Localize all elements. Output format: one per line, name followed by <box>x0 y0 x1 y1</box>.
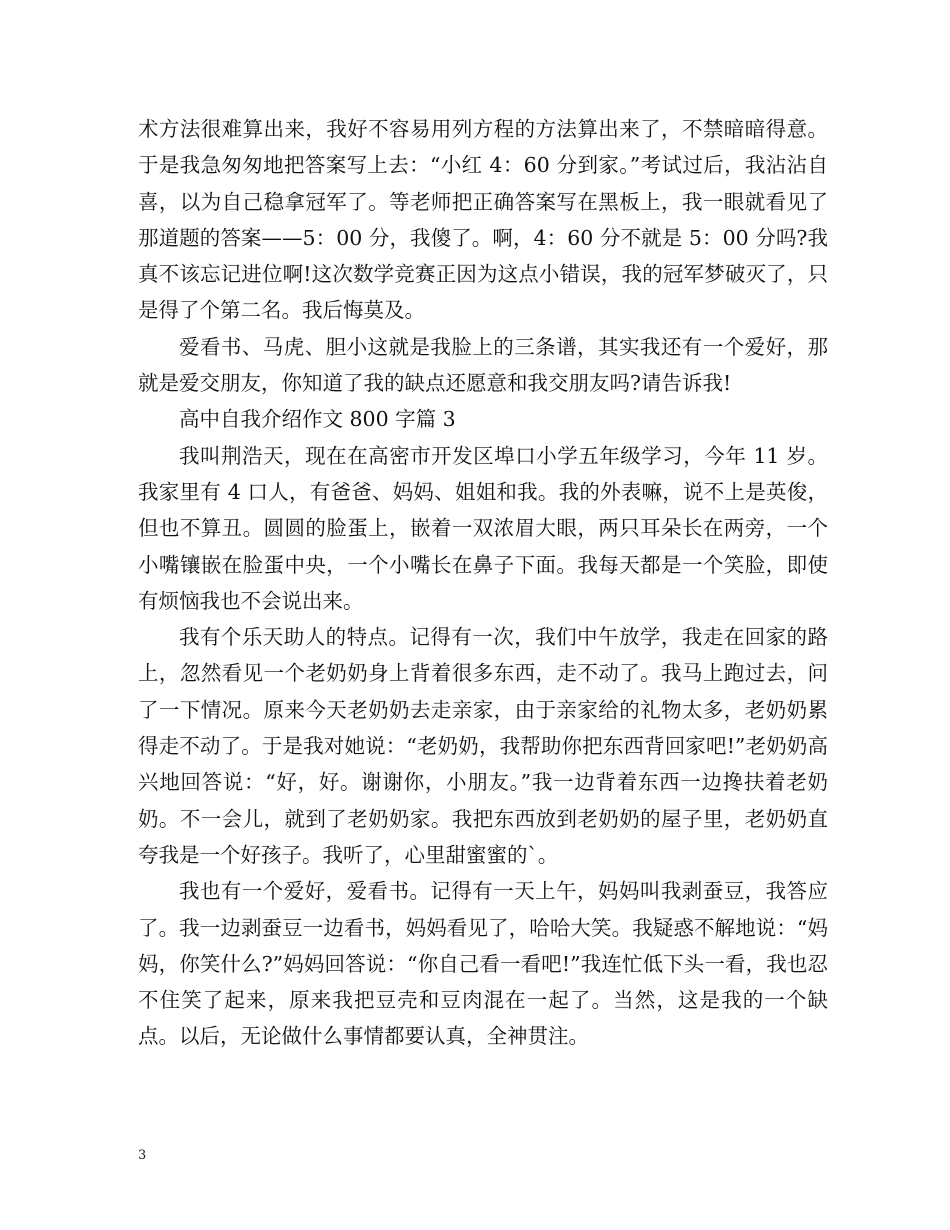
body-text <box>138 111 828 1055</box>
paragraph-hobbies: 爱看书、马虎、胆小这就是我脸上的三条谱，其实我还有一个爱好，那就是爱交朋友，你知道了我的缺点还愿意和我交朋友吗?请告诉我! <box>138 334 828 396</box>
page-number: 3 <box>138 1148 147 1163</box>
section-heading: 高中自我介绍作文 800 字篇 3 <box>179 407 456 432</box>
paragraph-reading: 我也有一个爱好，爱看书。记得有一天上午，妈妈叫我剥蚕豆，我答应了。我一边剥蚕豆一边看书，妈妈看见了，哈哈大笑。我疑惑不解地说：“妈妈，你笑什么?”妈妈回答说：“你自己看一看吧!”我连忙低下头一看，我也忍不住笑了起来，原来我把豆壳和豆肉混在一起了。当然，这是我的一个缺点。以后，无论做什么事情都要认真，全神贯注。 <box>138 879 828 1049</box>
paragraph-continued: 术方法很难算出来，我好不容易用列方程的方法算出来了，不禁暗暗得意。于是我急匆匆地把答案写上去：“小红 4：60 分到家。”考试过后，我沾沾自喜，以为自己稳拿冠军了。等老师把正确答案写在黑板上，我一眼就看见了那道题的答案——5：00 分，我傻了。啊，4：60 分不就是 5：00 分吗?我真不该忘记进位啊!这次数学竞赛正因为这点小错误，我的冠军梦破灭了，只是得了个第二名。我后悔莫及。 <box>138 117 828 323</box>
paragraph-helping: 我有个乐天助人的特点。记得有一次，我们中午放学，我走在回家的路上，忽然看见一个老奶奶身上背着很多东西，走不动了。我马上跑过去，问了一下情况。原来今天老奶奶去走亲家，由于亲家给的礼物太多，老奶奶累得走不动了。于是我对她说：“老奶奶，我帮助你把东西背回家吧!”老奶奶高兴地回答说：“好，好。谢谢你，小朋友。”我一边背着东西一边搀扶着老奶奶。不一会儿，就到了老奶奶家。我把东西放到老奶奶的屋子里，老奶奶直夸我是一个好孩子。我听了，心里甜蜜蜜的`。 <box>138 625 828 867</box>
paragraph-intro: 我叫荆浩天，现在在高密市开发区埠口小学五年级学习，今年 11 岁。我家里有 4 口人，有爸爸、妈妈、姐姐和我。我的外表嘛，说不上是英俊，但也不算丑。圆圆的脸蛋上，嵌着一双浓眉大眼，两只耳朵长在两旁，一个小嘴镶嵌在脸蛋中央，一个小嘴长在鼻子下面。我每天都是一个笑脸，即使有烦恼我也不会说出来。 <box>138 443 828 613</box>
